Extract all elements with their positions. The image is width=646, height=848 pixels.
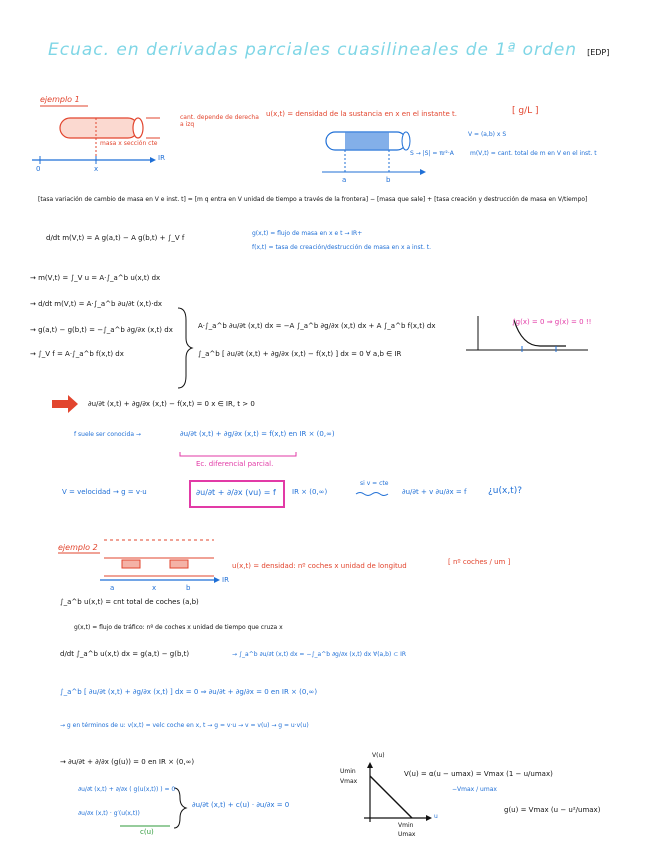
if-constant: si v = cte [360, 480, 389, 487]
ex2-integral-def: ∫_a^b u(x,t) = cnt total de coches (a,b) [60, 598, 199, 606]
ex2-u-definition: u(x,t) = densidad: nº coches x unidad de longitud [232, 562, 407, 570]
velocity-line: V = velocidad → g = v·u [62, 488, 147, 496]
f-integral: → ∫_V f = A·∫_a^b f(x,t) dx [30, 350, 124, 358]
ex2-eq-right: → ∫_a^b ∂u/∂t (x,t) dx = −∫_a^b ∂g/∂x (x,t) dx ∀(a,b) ⊂ IR [232, 651, 407, 658]
ex1-label: ejemplo 1 [40, 95, 80, 104]
ex2-axis-x: x [152, 584, 157, 592]
axis-label-0: 0 [36, 165, 41, 173]
v-definition: V = (a,b) x S [468, 131, 507, 138]
s-note: S → |S| = πr²·A [410, 150, 454, 157]
ex2-g-in-u: → g en términos de u: v(x,t) = velc coche en x, t → g = v·u → v = v(u) → g = u·v(u) [60, 722, 309, 729]
transport-result: ∂u/∂t + v ∂u/∂x = f [402, 488, 467, 496]
axis-label-r: IR [158, 154, 165, 162]
graph-top-2: Vmax [340, 778, 358, 785]
ex2-axis-b: b [186, 584, 191, 592]
m-integral: → m(V,t) = ∫_V u = A·∫_a^b u(x,t) dx [30, 274, 161, 282]
graph-x-label: u [434, 813, 438, 820]
ex2-u-units: [ nº coches / um ] [448, 558, 511, 566]
title-tag: [EDP] [587, 48, 610, 57]
road-drawing [100, 540, 220, 583]
f-known-note: f suele ser conocida → [74, 431, 141, 438]
ab-label-a: a [342, 176, 347, 184]
pde-rhs: ∂u/∂t (x,t) + ∂g/∂x (x,t) = f(x,t) en IR × (0,∞) [180, 430, 335, 438]
f-definition: f(x,t) = tasa de creación/destrucción de masa en x a inst. t. [252, 244, 432, 251]
pde-name: Ec. diferencial parcial. [196, 460, 274, 468]
graph-note: ∫g(x) = 0 ⇒ g(x) = 0 !! [512, 318, 592, 326]
ex2-label: ejemplo 2 [58, 543, 98, 552]
graph-top-1: Umin [340, 768, 356, 775]
g-integral: → g(a,t) − g(b,t) = −∫_a^b ∂g/∂x (x,t) dx [30, 326, 173, 334]
ex2-eq-integral: ∫_a^b [ ∂u/∂t (x,t) + ∂g/∂x (x,t) ] dx = 0 ⇒ ∂u/∂t + ∂g/∂x = 0 en IR × (0,∞) [60, 688, 318, 696]
question: ¿u(x,t)? [488, 486, 522, 496]
combined-2: ∫_a^b [ ∂u/∂t (x,t) + ∂g/∂x (x,t) − f(x,t) ] dx = 0 ∀ a,b ∈ IR [198, 350, 402, 358]
ab-label-b: b [386, 176, 391, 184]
g-definition: g(x,t) = flujo de masa en x e t → IR+ [252, 230, 363, 237]
squiggle-arrow [356, 493, 388, 496]
ex2-g-definition: g(x,t) = flujo de tráfico: nº de coches x unidad de tiempo que cruza x [74, 624, 283, 631]
v-formula: V(u) = α(u − umax) = Vmax (1 − u/umax) [404, 770, 553, 778]
tube-drawing [60, 118, 160, 160]
brace [178, 308, 192, 388]
ex2-axis-a: a [110, 584, 115, 592]
m-definition: m(V,t) = cant. total de m en V en el inst. t [470, 150, 597, 157]
ex2-pde-b: ∂u/∂t (x,t) + ∂/∂x ( g(u(x,t)) ) = 0 [78, 786, 176, 793]
u-units: [ g/L ] [512, 106, 539, 116]
boxed-equation: ∂u/∂t + ∂/∂x (vu) = f [196, 488, 276, 497]
arrow-red-icon [52, 395, 78, 413]
balance-equation: [tasa variación de cambio de masa en V e inst. t] = [m q entra en V unidad de tiempo a través de la frontera] − [masa que sale] + [tasa creación y destrucción de masa en V/tiempo] [38, 196, 588, 203]
mass-eq: d/dt m(V,t) = A g(a,t) − A g(b,t) + ∫_V f [46, 234, 185, 242]
ex2-eq-left: d/dt ∫_a^b u(x,t) dx = g(a,t) − g(b,t) [60, 650, 190, 658]
combined-1: A·∫_a^b ∂u/∂t (x,t) dx = −A ∫_a^b ∂g/∂x (x,t) dx + A ∫_a^b f(x,t) dx [198, 322, 436, 330]
dm-integral: → d/dt m(V,t) = A·∫_a^b ∂u/∂t (x,t)·dx [30, 300, 163, 308]
pde-bracket [180, 452, 296, 456]
ex2-c-label: c(u) [140, 828, 154, 836]
ex2-pde-d: ∂u/∂t (x,t) + c(u) · ∂u/∂x = 0 [192, 801, 290, 809]
g-formula: g(u) = Vmax (u − u²/umax) [504, 806, 601, 814]
ex2-pde-a: → ∂u/∂t + ∂/∂x (g(u)) = 0 en IR × (0,∞) [60, 758, 195, 766]
brace-2 [174, 788, 186, 828]
graph-y-label: V(u) [372, 752, 385, 759]
alpha-note: −Vmax / umax [452, 786, 497, 793]
graph-bottom-1: Vmin [398, 822, 414, 829]
ex2-axis-r: IR [222, 576, 229, 584]
u-definition: u(x,t) = densidad de la sustancia en x en el instante t. [266, 110, 457, 118]
pde-main: ∂u/∂t (x,t) + ∂g/∂x (x,t) − f(x,t) = 0 x ∈ IR, t > 0 [88, 400, 255, 408]
axis-1 [32, 156, 156, 164]
ex2-pde-c: ∂u/∂x (x,t) · g′(u(x,t)) [78, 810, 140, 817]
title-text: Ecuac. en derivadas parciales cuasilineales de 1ª orden [48, 40, 578, 60]
axis-label-x: x [94, 165, 99, 173]
boxed-domain: IR × (0,∞) [292, 488, 328, 496]
mass-note: masa x sección cte [100, 140, 158, 147]
tube-note: cant. depende de derecha a izq [180, 114, 259, 128]
graph-bottom-2: Umax [398, 831, 416, 838]
